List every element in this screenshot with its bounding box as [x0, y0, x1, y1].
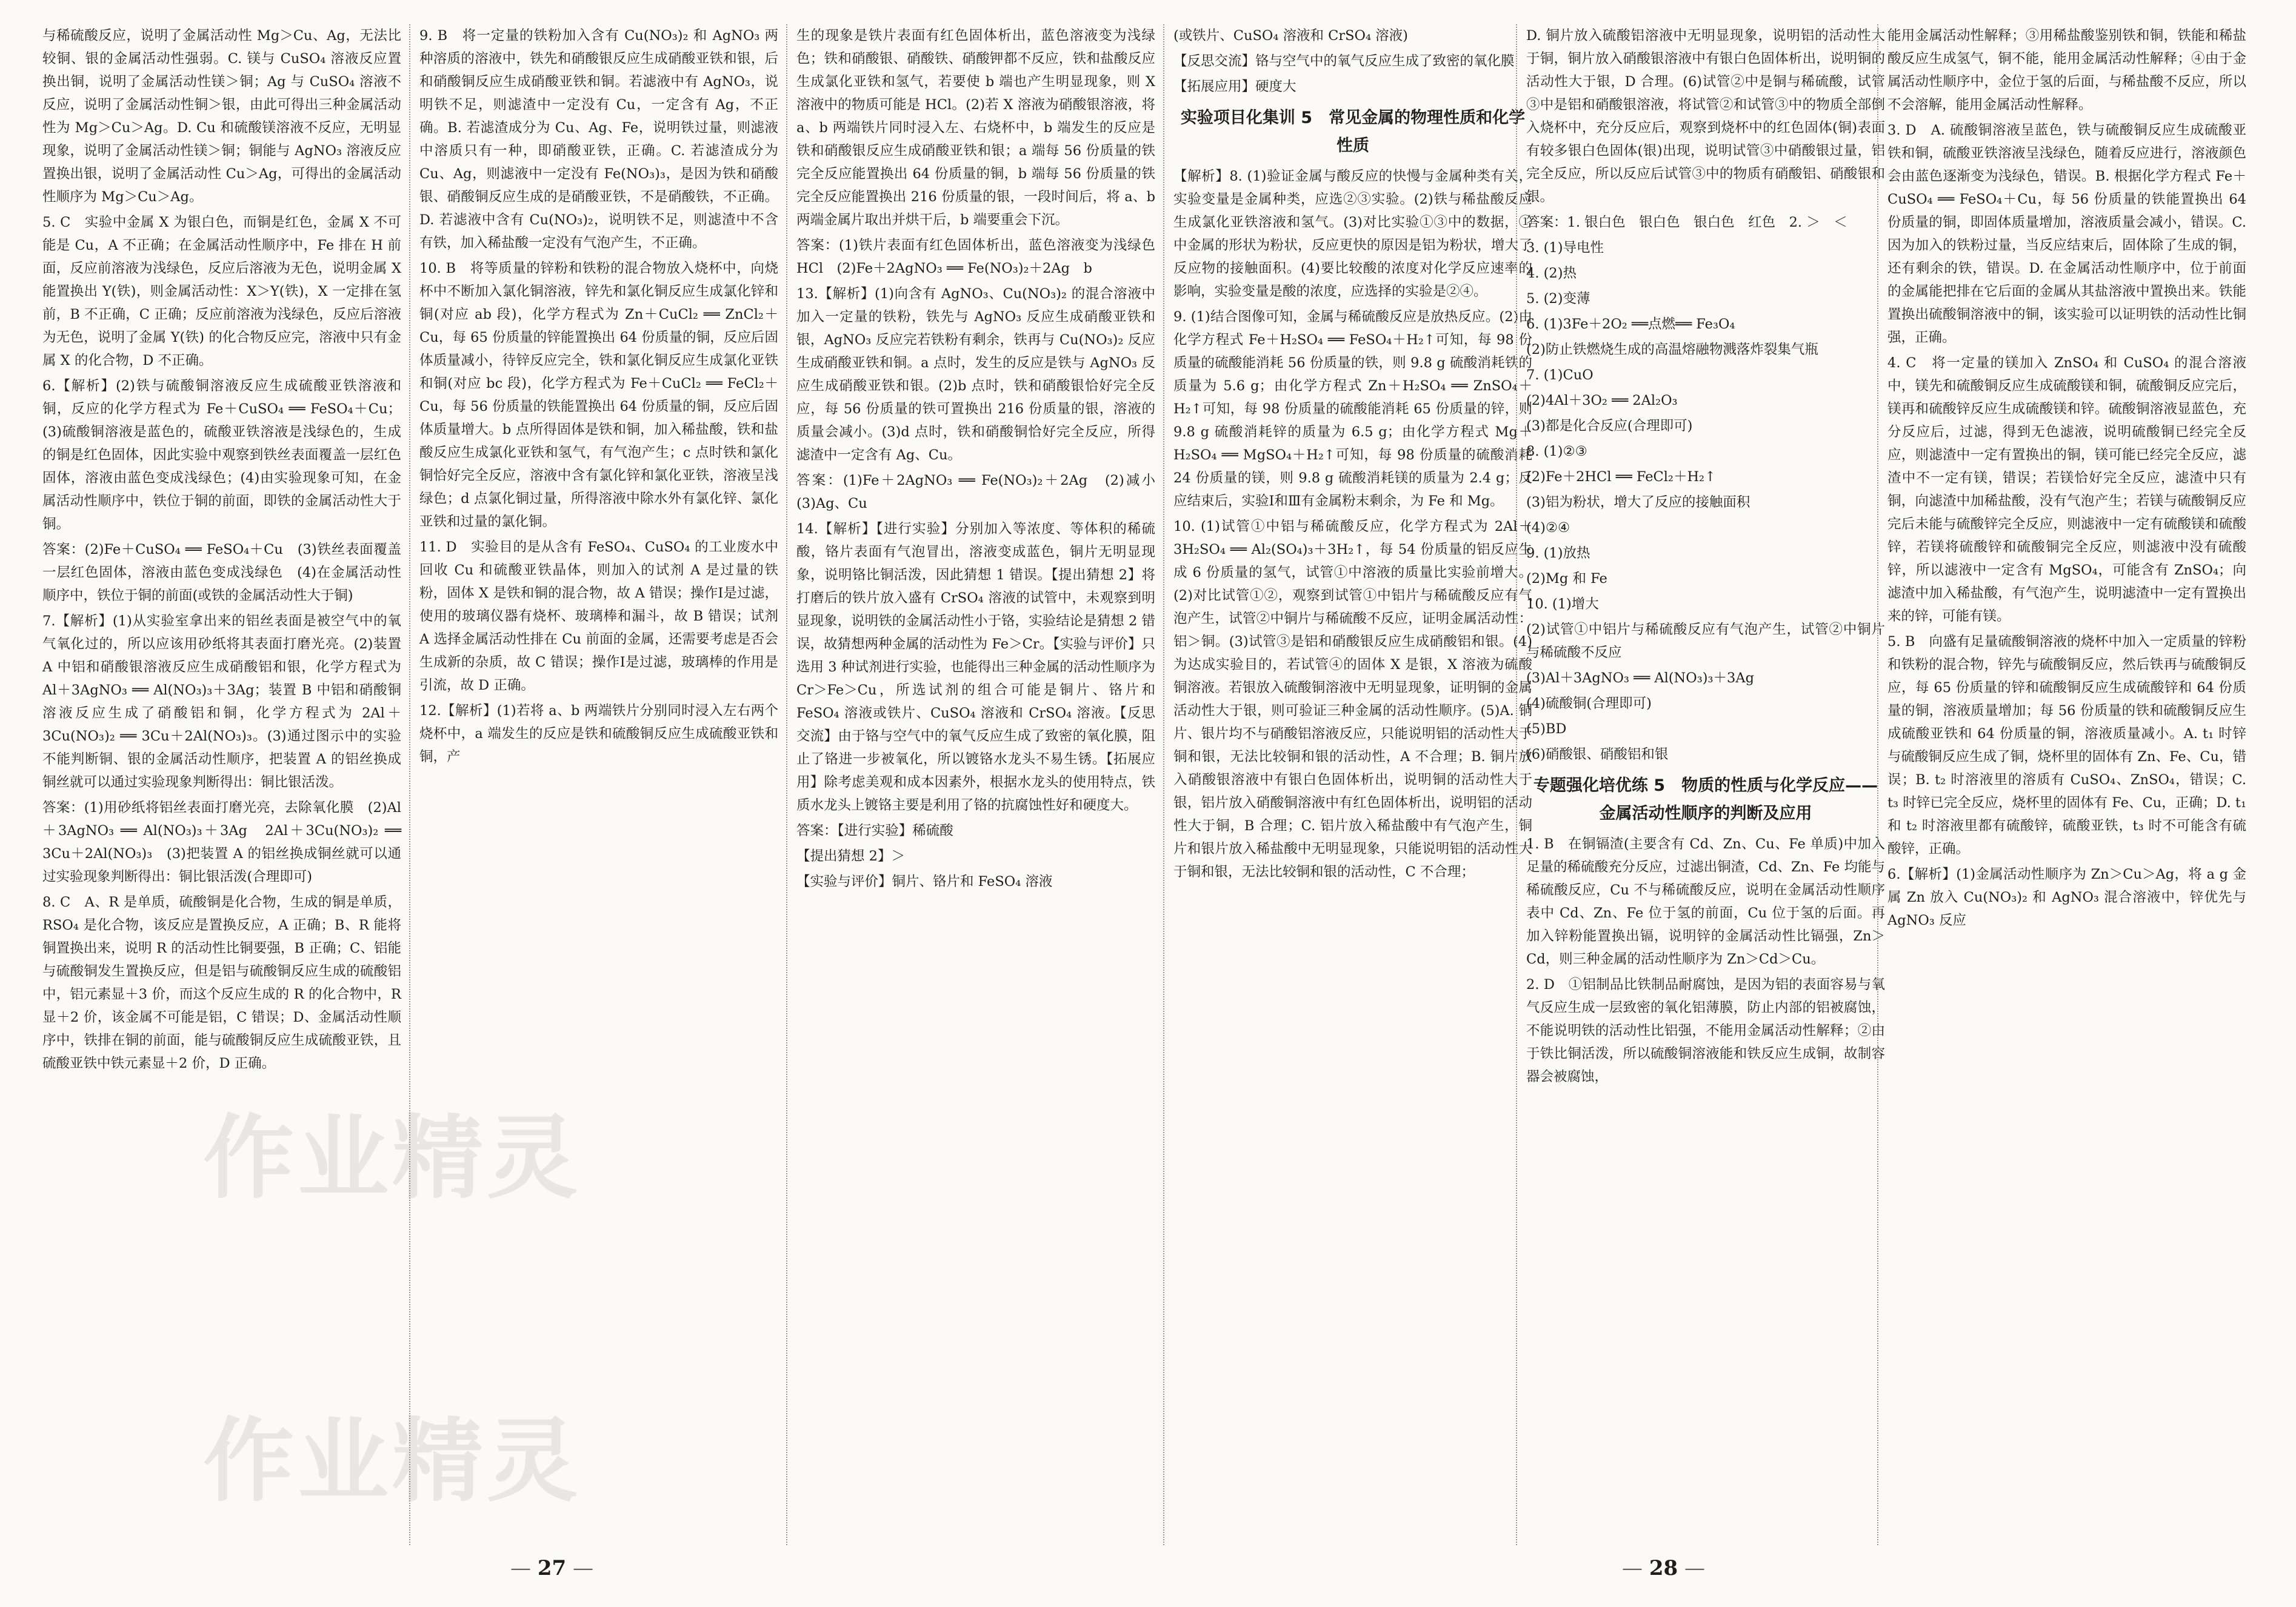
answer-paragraph: 5. (2)变薄 — [1526, 291, 1590, 307]
column-3 — [796, 24, 1169, 1545]
answer-paragraph: 14.【解析】【进行实验】分别加入等浓度、等体积的稀硫酸，铬片表面有气泡冒出，溶液变成蓝色，铜片无明显现象，说明铬比铜活泼，因此猜想 1 错误。【提出猜想 2】将打磨后的铁片放入盛有 CrSO₄ 溶液的试管中，未观察到明显现象，说明铁的金属活动性小于铬，实验结论是猜想 2 错误，故猜想两种金属的活动性为 Fe＞Cr。【实验与评价】只选用 3 种试剂进行实验，也能得出三种金属的活动性顺序为 Cr＞Fe＞Cu，所选试剂的组合可能是铜片、铬片和 FeSO₄ 溶液或铁片、CuSO₄ 溶液和 CrSO₄ 溶液。【反思交流】由于铬与空气中的氧气反应生成了致密的氧化膜，阻止了铬进一步被氧化，所以镀铬水龙头不易生锈。【拓展应用】除考虑美观和成本因素外，根据水龙头的使用特点，铁质水龙头上镀铬主要是利用了铬的抗腐蚀性好和硬度大。 — [796, 521, 1155, 813]
answer-paragraph: 9. B 将一定量的铁粉加入含有 Cu(NO₃)₂ 和 AgNO₃ 两种溶质的溶液中，铁先和硝酸银反应生成硝酸亚铁和银，后和硝酸铜反应生成硝酸亚铁和铜。若滤液中有 AgNO₃，说明铁不足，则滤渣中一定没有 Cu，一定含有 Ag，不正确。B. 若滤渣成分为 Cu、Ag、Fe，说明铁过量，则滤液中溶质只有一种，即硝酸亚铁，正确。C. 若滤渣成分为 Cu、Ag，则滤液中一定没有 Fe(NO₃)₃，是因为铁和硝酸银、硝酸铜反应生成的是硝酸亚铁，不是硝酸铁，不正确。D. 若滤液中含有 Cu(NO₃)₂，说明铁不足，则滤渣中不含有铁，加入稀盐酸一定没有气泡产生，不正确。 — [419, 28, 778, 251]
answer-paragraph: 答案：(1)用砂纸将铝丝表面打磨光亮，去除氧化膜 (2)Al＋3AgNO₃ ══ Al(NO₃)₃＋3Ag 2Al＋3Cu(NO₃)₂ ══ 3Cu＋2Al(NO₃)₃ (3)把装置 A 的铝丝换成铜丝就可以通过实验现象判断得出：铜比银活泼(合理即可) — [42, 800, 401, 885]
answer-paragraph: (6)硝酸银、硝酸铝和银 — [1526, 747, 1669, 762]
answer-paragraph: 8. C A、R 是单质，硫酸铜是化合物，生成的铜是单质，RSO₄ 是化合物，该反应是置换反应，A 正确；B、R 能将铜置换出来，说明 R 的活动性比铜要强，B 正确；C、铝能与硫酸铜发生置换反应，但是铝与硫酸铜反应生成的硫酸铝中，铝元素显＋3 价，而这个反应生成的 R 的化合物中，R 显＋2 价，该金属不可能是铝，C 错误；D、金属活动性顺序中，铁排在铜的前面，能与硫酸铜反应生成硫酸亚铁，且硫酸亚铁中铁元素显＋2 价，D 正确。 — [42, 894, 401, 1071]
answer-paragraph: (3)Al＋3AgNO₃ ══ Al(NO₃)₃＋3Ag — [1526, 670, 1754, 686]
answer-paragraph: D. 铜片放入硫酸铝溶液中无明显现象，说明铝的活动性大于铜，铜片放入硝酸银溶液中有银白色固体析出，说明铜的活动性大于银，D 合理。(6)试管②中是铜与稀硫酸，试管③中是铝和硝酸银溶液，将试管②和试管③中的物质全部倒入烧杯中，充分反应后，观察到烧杯中的红色固体(铜)表面有较多银白色固体(银)出现，说明试管③中硝酸银过量，铝完全反应，所以反应后试管③中的物质有硝酸铝、硝酸银和银。 — [1526, 28, 1885, 205]
answer-paragraph: 1. B 在铜镉渣(主要含有 Cd、Zn、Cu、Fe 单质)中加入足量的稀硫酸充分反应，过滤出铜渣，Cd、Zn、Fe 均能与稀硫酸反应，Cu 不与稀硫酸反应，说明在金属活动性顺序表中 Cd、Zn、Fe 位于氢的前面，Cu 位于氢的后面。再加入锌粉能置换出镉，说明锌的金属活动性比镉强，Zn＞Cd，则三种金属的活动性顺序为 Zn＞Cd＞Cu。 — [1526, 836, 1885, 967]
section-title: 实验项目化集训 5 常见金属的物理性质和化学性质 — [1180, 108, 1526, 155]
column-divider — [409, 24, 410, 1545]
answer-paragraph: 与稀硫酸反应，说明了金属活动性 Mg＞Cu、Ag，无法比较铜、银的金属活动性强弱。C. 镁与 CuSO₄ 溶液反应置换出铜，说明了金属活动性镁＞铜；Ag 与 CuSO₄ 溶液不反应，说明了金属活动性铜＞银，由此可得出三种金属活动性为 Mg＞Cu＞Ag。D. Cu 和硫酸镁溶液不反应，无明显现象，说明了金属活动性镁＞铜；铜能与 AgNO₃ 溶液反应置换出银，说明了金属活动性 Cu＞Ag，可得出的金属活动性顺序为 Mg＞Cu＞Ag。 — [42, 28, 401, 205]
answer-paragraph: 答案：1. 银白色 银白色 银白色 红色 2. ＞ ＜ — [1526, 215, 1847, 230]
answer-paragraph: 7. (1)CuO — [1526, 367, 1594, 383]
column-divider — [1877, 24, 1878, 1545]
answer-paragraph: 10. B 将等质量的锌粉和铁粉的混合物放入烧杯中，向烧杯中不断加入氯化铜溶液，锌先和氯化铜反应生成氯化锌和铜(对应 ab 段)，化学方程式为 Zn＋CuCl₂ ══ ZnCl₂＋Cu，每 65 份质量的锌能置换出 64 份质量的铜，反应后固体质量减小，待锌反应完全，铁和氯化铜反应生成氯化亚铁和铜(对应 bc 段)，化学方程式为 Fe＋CuCl₂ ══ FeCl₂＋Cu，每 56 份质量的铁能置换出 64 份质量的铜，反应后固体质量增大。b 点所得固体是铁和铜，加入稀盐酸，铁和盐酸反应生成氯化亚铁和氢气，有气泡产生；c 点时铁和氯化铜恰好完全反应，溶液中含有氯化锌和氯化亚铁，溶液呈浅绿色；d 点氯化铜过量，所得溶液中除水外有氯化锌、氯化亚铁和过量的氯化铜。 — [419, 261, 778, 530]
answer-paragraph: (4)硫酸铜(合理即可) — [1526, 696, 1652, 711]
answer-paragraph: 7.【解析】(1)从实验室拿出来的铝丝表面是被空气中的氧气氧化过的，所以应该用砂纸将其表面打磨光亮。(2)装置 A 中铝和硝酸银溶液反应生成硝酸铝和银，化学方程式为 Al＋3AgNO₃ ══ Al(NO₃)₃＋3Ag；装置 B 中铝和硝酸铜溶液反应生成了硝酸铝和铜，化学方程式为 2Al＋3Cu(NO₃)₂ ══ 3Cu＋2Al(NO₃)₃。(3)通过图示中的实验不能判断铜、银的金属活动性顺序，把装置 A 的铝丝换成铜丝就可以通过实验现象判断得出：铜比银活泼。 — [42, 613, 401, 790]
column-1 — [42, 24, 401, 1545]
answer-paragraph: 2. D ①铝制品比铁制品耐腐蚀，是因为铝的表面容易与氧气反应生成一层致密的氧化铝薄膜，防止内部的铝被腐蚀，不能说明铁的活动性比铝强，不能用金属活动性解释；②由于铁比铜活泼，所以硫酸铜溶液能和铁反应生成铜，故制容器会被腐蚀， — [1526, 977, 1885, 1085]
answer-paragraph: 10. (1)增大 — [1526, 596, 1599, 612]
answer-paragraph: (4)②④ — [1526, 520, 1570, 536]
answer-paragraph: 答案：【进行实验】稀硫酸 — [796, 823, 953, 839]
page-number-left: — 27 — — [510, 1556, 593, 1580]
answer-paragraph: 【拓展应用】硬度大 — [1173, 79, 1297, 95]
answer-paragraph: 【解析】8. (1)验证金属与酸反应的快慢与金属种类有关，实验变量是金属种类，应选②③实验。(2)铁与稀盐酸反应生成氯化亚铁溶液和氢气。(3)对比实验①③中的数据，①中金属的形状为粉状，反应更快的原因是铝为粉状，增大了反应物的接触面积。(4)要比较酸的浓度对化学反应速率的影响，实验变量是酸的浓度，应选择的实验是②④。 — [1173, 168, 1532, 299]
answer-paragraph: 13.【解析】(1)向含有 AgNO₃、Cu(NO₃)₂ 的混合溶液中加入一定量的铁粉，铁先与 AgNO₃ 反应生成硝酸亚铁和银，AgNO₃ 反应完若铁粉有剩余，铁再与 Cu(NO₃)₂ 反应生成硝酸亚铁和铜。a 点时，发生的反应是铁与 AgNO₃ 反应生成硝酸亚铁和银。(2)b 点时，铁和硝酸银恰好完全反应，每 56 份质量的铁可置换出 216 份质量的银，溶液的质量会减小。(3)d 点时，铁和硝酸铜恰好完全反应，所得滤渣中一定含有 Ag、Cu。 — [796, 286, 1155, 463]
answer-paragraph: (3)铝为粉状，增大了反应的接触面积 — [1526, 494, 1750, 510]
answer-paragraph: 6.【解析】(1)金属活动性顺序为 Zn＞Cu＞Ag，将 a g 金属 Zn 放入 Cu(NO₃)₂ 和 AgNO₃ 混合溶液中，锌优先与 AgNO₃ 反应 — [1887, 867, 2246, 928]
answer-paragraph: 生的现象是铁片表面有红色固体析出，蓝色溶液变为浅绿色；铁和硝酸银、硝酸铁、硝酸钾都不反应，铁和盐酸反应生成氯化亚铁和氢气，若要使 b 端也产生明显现象，则 X 溶液中的物质可能是 HCl。(2)若 X 溶液为硝酸银溶液，将 a、b 两端铁片同时浸入左、右烧杯中，b 端发生的反应是铁和硝酸银反应生成硝酸亚铁和银；a 端每 56 份质量的铁完全反应能置换出 64 份质量的铜，b 端每 56 份质量的铁完全反应能置换出 216 份质量的银，一段时间后，将 a、b 两端金属片取出并烘干后，b 端要重会下沉。 — [796, 28, 1155, 228]
page-gutter — [1163, 24, 1164, 1545]
column-4 — [1173, 24, 1532, 1545]
column-5 — [1526, 24, 1885, 1545]
answer-paragraph: 【反思交流】铬与空气中的氧气反应生成了致密的氧化膜 — [1173, 53, 1515, 69]
answer-paragraph: 5. B 向盛有足量硫酸铜溶液的烧杯中加入一定质量的锌粉和铁粉的混合物，锌先与硫酸铜反应，然后铁再与硫酸铜反应，每 65 份质量的锌和硫酸铜反应生成硫酸锌和 64 份质量的铜，溶液质量增加；每 56 份质量的铁和硫酸铜反应生成硫酸亚铁和 64 份质量的铜，溶液质量减小。A. t₁ 时锌与硫酸铜反应生成了铜，烧杯里的固体有 Zn、Fe、Cu，错误；B. t₂ 时溶液里的溶质有 CuSO₄、ZnSO₄，错误；C. t₃ 时锌已完全反应，烧杯里的固体有 Fe、Cu，正确；D. t₁ 和 t₂ 时溶液里都有硫酸锌，硫酸亚铁，t₃ 时不可能含有硫酸锌，正确。 — [1887, 634, 2246, 857]
column-6 — [1887, 24, 2246, 1545]
answer-paragraph: 12.【解析】(1)若将 a、b 两端铁片分别同时浸入左右两个烧杯中，a 端发生的反应是铁和硫酸铜反应生成硫酸亚铁和铜，产 — [419, 703, 778, 765]
answer-paragraph: 3. D A. 硫酸铜溶液呈蓝色，铁与硫酸铜反应生成硫酸亚铁和铜，硫酸亚铁溶液呈浅绿色，随着反应进行，溶液颜色会由蓝色逐渐变为浅绿色，错误。B. 根据化学方程式 Fe＋CuSO₄ ══ FeSO₄＋Cu，每 56 份质量的铁能置换出 64 份质量的铜，即固体质量增加，溶液质量会减小，错误。C. 因为加入的铁粉过量，当反应结束后，固体除了生成的铜，还有剩余的铁，错误。D. 在金属活动性顺序中，位于前面的金属能把排在它后面的金属从其盐溶液中置换出来。铁能置换出硫酸铜溶液中的铜，该实验可以证明铁的活动性比铜强，正确。 — [1887, 122, 2246, 345]
answer-paragraph: 4. C 将一定量的镁加入 ZnSO₄ 和 CuSO₄ 的混合溶液中，镁先和硫酸铜反应生成硫酸镁和铜，硫酸铜反应完后，镁再和硫酸锌反应生成硫酸镁和锌。硫酸铜溶液显蓝色，充分反应后，过滤，得到无色滤液，说明硫酸铜已经完全反应，则滤渣中一定有置换出的铜，镁可能已经完全反应，滤渣中不一定有镁，错误；若镁恰好完全反应，滤渣中只有铜，向滤渣中加稀盐酸，没有气泡产生；若镁与硫酸铜反应完后未能与硫酸锌完全反应，则滤液中一定有硫酸镁和硫酸锌，若镁将硫酸锌和硫酸铜完全反应，则滤液中没有硫酸锌，所以滤液中一定含有 MgSO₄，可能含有 ZnSO₄；向滤渣中加入稀盐酸，有气泡产生，说明滤渣中一定有置换出来的锌，可能有镁。 — [1887, 355, 2246, 624]
answer-paragraph: 8. (1)②③ — [1526, 444, 1587, 459]
column-divider — [786, 24, 787, 1545]
answer-paragraph: 答案：(1)铁片表面有红色固体析出，蓝色溶液变为浅绿色 HCl (2)Fe＋2AgNO₃ ══ Fe(NO₃)₂＋2Ag b — [796, 238, 1169, 276]
answer-paragraph: 6.【解析】(2)铁与硫酸铜溶液反应生成硫酸亚铁溶液和铜，反应的化学方程式为 Fe＋CuSO₄ ══ FeSO₄＋Cu；(3)硫酸铜溶液是蓝色的，硫酸亚铁溶液是浅绿色的，生成的铜是红色固体，因此实验中观察到铁丝表面覆盖一层红色固体，溶液由蓝色变成浅绿色；(4)由实验现象可知，在金属活动性顺序中，铁位于铜的前面，即铁的金属活动性大于铜。 — [42, 378, 401, 532]
answer-paragraph: 11. D 实验目的是从含有 FeSO₄、CuSO₄ 的工业废水中回收 Cu 和硫酸亚铁晶体，则加入的试剂 A 是过量的铁粉，固体 X 是铁和铜的混合物，故 A 错误；操作Ⅰ是过滤，使用的玻璃仪器有烧杯、玻璃棒和漏斗，故 B 错误；试剂 A 选择金属活动性排在 Cu 前面的金属，还需要考虑是否会生成新的杂质，故 C 错误；操作Ⅰ是过滤，玻璃棒的作用是引流，故 D 正确。 — [419, 539, 778, 693]
page-number-right: — 28 — — [1622, 1556, 1705, 1580]
answer-paragraph: 5. C 实验中金属 X 为银白色，而铜是红色，金属 X 不可能是 Cu，A 不正确；在金属活动性顺序中，Fe 排在 H 前面，反应前溶液为浅绿色，反应后溶液为无色，说明金属 X 能置换出 Y(铁)，则金属活动性：X＞Y(铁)，X 一定排在氢前，B 不正确，C 正确；反应前溶液为浅绿色，反应后溶液为无色，说明了金属 Y(铁) 的化合物反应完，溶液中只有金属 X 的化合物，D 不正确。 — [42, 215, 401, 368]
answer-paragraph: 9. (1)结合图像可知，金属与稀硫酸反应是放热反应。(2)由化学方程式 Fe＋H₂SO₄ ══ FeSO₄＋H₂↑可知，每 98 份质量的硫酸能消耗 56 份质量的铁，则 9.8 g 硫酸消耗铁的质量为 5.6 g；由化学方程式 Zn＋H₂SO₄ ══ ZnSO₄＋H₂↑可知，每 98 份质量的硫酸能消耗 65 份质量的锌，则 9.8 g 硫酸消耗锌的质量为 6.5 g；由化学方程式 Mg＋H₂SO₄ ══ MgSO₄＋H₂↑可知，每 98 份质量的硫酸消耗 24 份质量的镁，则 9.8 g 硫酸消耗镁的质量为 2.4 g；反应结束后，实验Ⅰ和Ⅲ有金属粉末剩余，为 Fe 和 Mg。 — [1173, 309, 1532, 509]
answer-paragraph: 4. (2)热 — [1526, 265, 1577, 281]
column-divider — [1516, 24, 1517, 1545]
watermark: 作业精灵 — [203, 1106, 582, 1211]
answer-paragraph: 10. (1)试管①中铝与稀硫酸反应，化学方程式为 2Al＋3H₂SO₄ ══ Al₂(SO₄)₃＋3H₂↑，每 54 份质量的铝反应生成 6 份质量的氢气，试管①中溶液的质量比实验前增大。(2)对比试管①②，观察到试管①中铝片与稀硫酸反应有气泡产生，试管②中铜片与稀硫酸不反应，证明金属活动性：铝＞铜。(3)试管③是铝和硝酸银反应生成硝酸铝和银。(4)为达成实验目的，若试管④的固体 X 是银，X 溶液为硫酸铜溶液。若银放入硫酸铜溶液中无明显现象，证明铜的金属活动性大于银，则可验证三种金属的活动性顺序。(5)A. 铜片、银片均不与硝酸铝溶液反应，只能说明铝的活动性大于铜和银，无法比较铜和银的活动性，A 不合理；B. 铜片放入硝酸银溶液中有银白色固体析出，说明铜的活动性大于银，铝片放入硝酸铜溶液中有红色固体析出，说明铝的活动性大于铜，B 合理；C. 铝片放入稀盐酸中有气泡产生，铜片和银片放入稀盐酸中无明显现象，只能说明铝的活动性大于铜和银，无法比较铜和银的活动性，C 不合理； — [1173, 519, 1532, 880]
answer-paragraph: 答案：(1)Fe＋2AgNO₃ ══ Fe(NO₃)₂＋2Ag (2)减小 (3)Ag、Cu — [796, 473, 1169, 511]
answer-paragraph: 9. (1)放热 — [1526, 545, 1590, 561]
answer-paragraph: (5)BD — [1526, 721, 1567, 737]
answer-paragraph: 6. (1)3Fe＋2O₂ ══点燃══ Fe₃O₄ — [1526, 316, 1735, 332]
answer-paragraph: 【提出猜想 2】＞ — [796, 848, 905, 864]
answer-paragraph: 能用金属活动性解释；③用稀盐酸鉴别铁和铜，铁能和稀盐酸反应生成氢气，铜不能，能用金属活动性解释；④由于金属活动性顺序中，金位于氢的后面，与稀盐酸不反应，所以不会溶解，能用金属活动性解释。 — [1887, 28, 2246, 113]
answer-paragraph: (或铁片、CuSO₄ 溶液和 CrSO₄ 溶液) — [1173, 28, 1408, 44]
answer-paragraph: (2)试管①中铝片与稀硫酸反应有气泡产生，试管②中铜片与稀硫酸不反应 — [1526, 622, 1885, 660]
column-2 — [419, 24, 778, 1545]
answer-paragraph: (2)防止铁燃烧生成的高温熔融物溅落炸裂集气瓶 — [1526, 342, 1818, 358]
watermark: 作业精灵 — [203, 1409, 582, 1514]
answer-paragraph: 【实验与评价】铜片、铬片和 FeSO₄ 溶液 — [796, 874, 1053, 890]
answer-paragraph: (2)Fe＋2HCl ══ FeCl₂＋H₂↑ — [1526, 469, 1716, 485]
answer-paragraph: (2)Mg 和 Fe — [1526, 571, 1607, 587]
answer-paragraph: 答案：(2)Fe＋CuSO₄ ══ FeSO₄＋Cu (3)铁丝表面覆盖一层红色固体，溶液由蓝色变成浅绿色 (4)在金属活动性顺序中，铁位于铜的前面(或铁的金属活动性大于铜) — [42, 542, 401, 604]
answer-paragraph: (2)4Al＋3O₂ ══ 2Al₂O₃ — [1526, 393, 1678, 408]
answer-paragraph: (3)都是化合反应(合理即可) — [1526, 418, 1693, 434]
section-title: 专题强化培优练 5 物质的性质与化学反应——金属活动性顺序的判断及应用 — [1533, 776, 1878, 823]
answer-paragraph: 3. (1)导电性 — [1526, 240, 1604, 256]
